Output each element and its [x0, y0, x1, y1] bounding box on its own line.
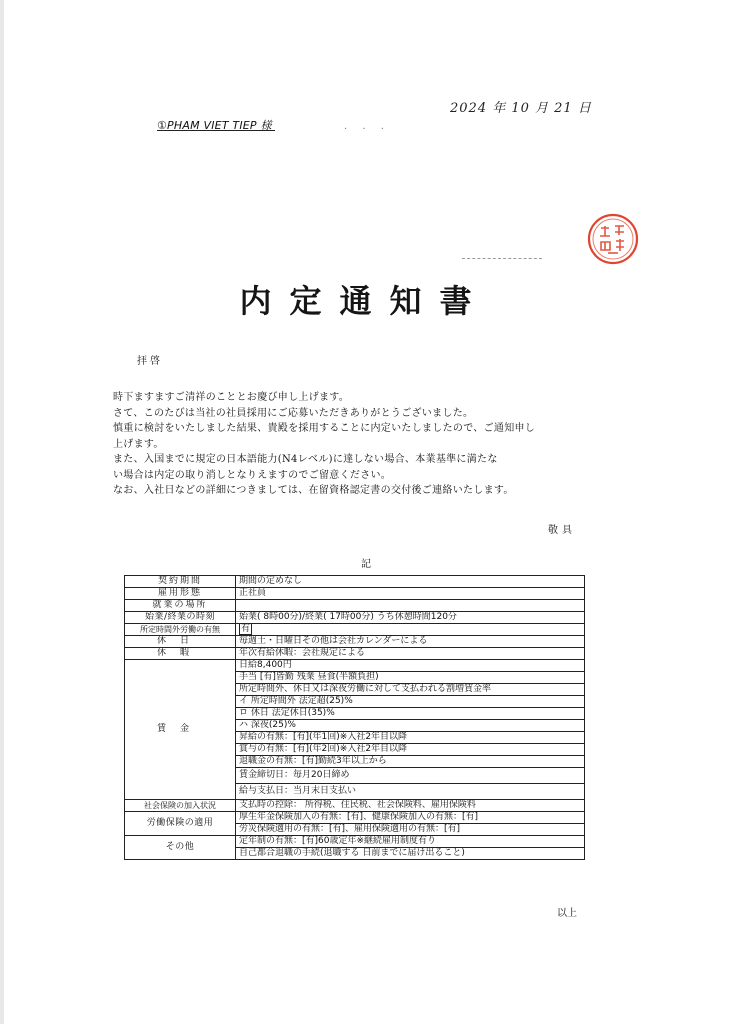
recipient-underline: [157, 130, 275, 131]
wage-row: 給与支払日：当月末日支払い: [236, 784, 585, 800]
wage-row: イ 所定時間外 法定超(25)%: [236, 696, 585, 708]
label-labor-insurance: 労働保険の適用: [125, 812, 236, 836]
labor-row: 労災保険適用の有無：[有]、雇用保険適用の有無：[有]: [236, 824, 585, 836]
table-row: [125, 576, 585, 588]
end-mark: 以上: [557, 908, 577, 919]
ki-heading: 記: [361, 559, 371, 570]
company-seal-stamp: [586, 212, 640, 266]
table-row: [125, 636, 585, 648]
paragraph-line: また、入国までに規定の日本語能力(N4レベル)に達しない場合、本業基準に満たな: [113, 454, 498, 465]
value-leave: 年次有給休暇：会社規定による: [236, 648, 585, 660]
label-social-insurance: 社会保険の加入状況: [125, 800, 236, 812]
table-row: [125, 836, 585, 848]
faint-dash: [462, 258, 542, 259]
recipient-name: ①PHAM VIET TIEP 様: [157, 119, 272, 132]
document-title: 内定通知書: [239, 282, 490, 320]
label-hours: 始業/終業の時刻: [125, 612, 236, 624]
table-row: [125, 600, 585, 612]
greeting: 拝啓: [137, 356, 163, 367]
table-row: [125, 800, 585, 812]
table-row: [125, 588, 585, 600]
value-social-insurance: 支払時の控除： 所得税、住民税、社会保険料、雇用保険料: [236, 800, 585, 812]
label-wage: 賃金: [125, 660, 236, 800]
paragraph-line: 上げます。: [113, 438, 164, 450]
wage-row: 退職金の有無：[有]勤続3年以上から: [236, 756, 585, 768]
wage-row: ハ 深夜(25)%: [236, 720, 585, 732]
letter-body: [113, 390, 583, 499]
wage-row: 賃金締切日：毎月20日締め: [236, 768, 585, 784]
paragraph-line: 時下ますますご清祥のこととお慶び申し上げます。: [113, 392, 350, 403]
label-holiday: 休日: [125, 636, 236, 648]
wage-row: 手当 [有]皆勤 残業 昼食(半額負担): [236, 672, 585, 684]
wage-row: ロ 休日 法定休日(35)%: [236, 708, 585, 720]
label-workplace: 就業の場所: [125, 600, 236, 612]
value-hours: 始業( 8時00分)/終業( 17時00分) うち休憩時間120分: [236, 612, 585, 624]
other-row: 定年制の有無：[有]60歳定年※継続雇用制度有り: [236, 836, 585, 848]
faint-marks: · · ·: [344, 124, 390, 135]
label-overtime: 所定時間外労働の有無: [125, 624, 236, 636]
table-row: [125, 612, 585, 624]
table-row: [125, 812, 585, 824]
label-employment: 雇用形態: [125, 588, 236, 600]
page-edge: [0, 0, 4, 1024]
value-employment: 正社員: [236, 588, 585, 600]
wage-row: 所定時間外、休日又は深夜労働に対して支払われる割増賃金率: [236, 684, 585, 696]
table-row: [125, 660, 585, 672]
wage-row: 昇給の有無：[有](年1回)※入社2年目以降: [236, 732, 585, 744]
label-contract: 契約期間: [125, 576, 236, 588]
paragraph-line: い場合は内定の取り消しとなりえますのでご留意ください。: [113, 469, 392, 481]
wage-row: 日給8,400円: [236, 660, 585, 672]
overtime-box: 有: [241, 624, 251, 634]
handwritten-date: 2024 年 10 月 21 日: [450, 101, 592, 116]
labor-row: 厚生年金保険加入の有無：[有]、健康保険加入の有無：[有]: [236, 812, 585, 824]
paragraph-line: なお、入社日などの詳細につきましては、在留資格認定書の交付後ご連絡いたします。: [113, 485, 514, 496]
paragraph-line: さて、このたびは当社の社員採用にご応募いただきありがとうございました。: [113, 407, 474, 419]
label-leave: 休暇: [125, 648, 236, 660]
paragraph-line: 慎重に検討をいたしました結果、貴殿を採用することに内定いたしましたので、ご通知申し: [113, 423, 536, 434]
value-holiday: 毎週土・日曜日その他は会社カレンダーによる: [236, 636, 585, 648]
table-row: [125, 624, 585, 636]
value-contract: 期間の定めなし: [236, 576, 585, 588]
value-overtime: [236, 624, 585, 636]
closing: 敬具: [548, 525, 576, 536]
other-row: 自己都合退職の手続(退職する 日前までに届け出ること): [236, 848, 585, 860]
terms-table: [124, 575, 585, 860]
table-row: [125, 648, 585, 660]
wage-row: 賞与の有無：[有](年2回)※入社2年目以降: [236, 744, 585, 756]
label-other: その他: [125, 836, 236, 860]
value-workplace: [236, 600, 585, 612]
